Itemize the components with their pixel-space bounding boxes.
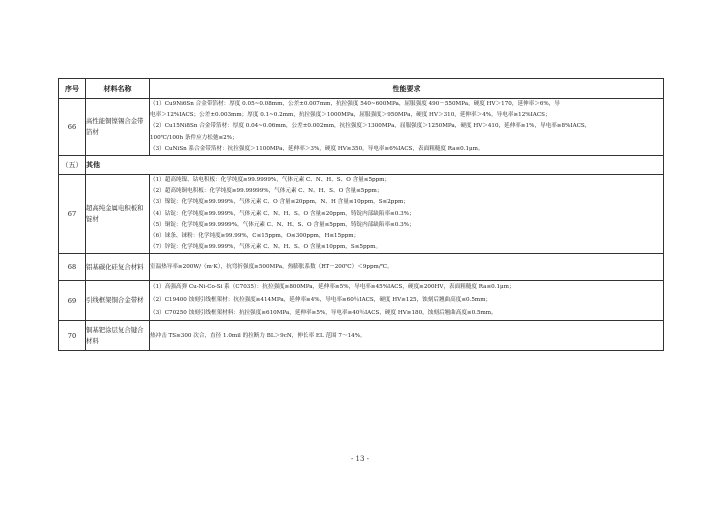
requirement-line: （2）超高纯铜电积板：化学纯度≥99.99999%，气体元素 C、N、H、S、O 含量≤5ppm； bbox=[150, 188, 383, 195]
table-row bbox=[59, 254, 664, 281]
section-number: （五） bbox=[59, 156, 86, 175]
material-name: 引线框架铜合金带材 bbox=[86, 281, 150, 321]
requirements-cell bbox=[150, 281, 664, 321]
table-row bbox=[59, 175, 664, 254]
requirement-line: （5）铜锭：化学纯度≥99.9999%，气体元素 C、N、H、S、O 含量≤5ppm，铸锭内部缺陷率≤0.3%； bbox=[150, 221, 415, 228]
section-title: 其他 bbox=[86, 156, 664, 175]
header-row bbox=[59, 79, 664, 99]
requirement-line: （3）镍锭：化学纯度≥99.999%，气体元素 C、O 含量≤20ppm，N、H 含量≤10ppm，S≤2ppm； bbox=[150, 199, 409, 206]
section-row bbox=[59, 156, 664, 175]
requirement-line: （2）C19400 蚀刻引线框架材：抗拉强度≥414MPa，延伸率≥4%，导电率≥60％IACS，硬度 HV≥125，蚀刻后翘曲高度≤0.5mm； bbox=[150, 297, 492, 304]
requirement-line: （1）高强高弹 Cu-Ni-Co-Si 系（C7035）：抗拉强度≥800MPa，延伸率≥5%，导电率≥45%IACS，硬度≥200HV，表面粗糙度 Ra≤0.1μm； bbox=[150, 284, 515, 291]
requirement-line: （7）锌锭：化学纯度≥99.999%，气体元素 C、N、H、S、O 含量≤10ppm，S≤5ppm。 bbox=[150, 244, 382, 251]
row-number: 69 bbox=[59, 281, 86, 321]
page-number: - 13 - bbox=[350, 455, 370, 463]
material-name: 超高纯金属电积板和锭材 bbox=[86, 175, 150, 254]
row-number: 70 bbox=[59, 321, 86, 351]
requirement-line: （1）Cu9Ni6Sn 合金带箔材：厚度 0.05~0.08mm，公差±0.007mm，抗拉强度 540~600MPa，屈服强度 490－550MPa，硬度 HV＞170，延伸率＞6%，导 bbox=[150, 101, 560, 107]
material-name: 铜基钯涂层复合键合材料 bbox=[86, 321, 150, 351]
header-req: 性能要求 bbox=[150, 79, 664, 99]
row-number: 66 bbox=[59, 99, 86, 156]
table-row bbox=[59, 321, 664, 351]
requirement-line: （3）CuNiSn 系合金带箔材：抗拉强度＞1100MPa，延伸率＞3%，硬度 HV≥350，导电率≥6%IACS，表面粗糙度 Ra≤0.1μm。 bbox=[150, 145, 484, 152]
header-name: 材料名称 bbox=[86, 79, 150, 99]
table-row bbox=[59, 281, 664, 321]
requirement-line: 100℃/100h 条件应力松弛≤2%； bbox=[150, 134, 238, 141]
requirements-cell bbox=[150, 175, 664, 254]
requirement-line: （3）C70250 蚀刻引线框架材料：抗拉强度≥610MPa，延伸率≥5%，导电率≥40％IACS，硬度 HV≥180，蚀刻后翘曲高度≤0.5mm。 bbox=[150, 310, 497, 317]
requirements-cell bbox=[150, 99, 664, 156]
header-no: 序号 bbox=[59, 79, 86, 99]
requirement-line: 电率＞12%IACS；公差±0.003mm；厚度 0.1~0.2mm，抗拉强度＞1000MPa，屈服强度＞950MPa，硬度 HV＞310，延伸率＞4%，导电率≥12%IACS； bbox=[150, 112, 551, 119]
requirements-table bbox=[58, 78, 664, 351]
requirement-line: （2）Cu15Ni8Sn 合金带箔材：厚度 0.04~0.06mm，公差±0.002mm，抗拉强度＞1300MPa，屈服强度＞1250MPa，硬度 HV＞410，延伸率≥1%，导电率≥8%IACS， bbox=[150, 123, 591, 130]
material-name: 高性能铜镍锡合金带箔材 bbox=[86, 99, 150, 156]
requirement-line: 热冲击 TS≥300 次合，直径 1.0mil 的拉断力 BL＞9cN，伸长率 EL 范围 7～14%。 bbox=[150, 332, 366, 339]
requirement-line: 室温热导率≥200W/（m·K），抗弯折强度≥500MPa，热膨胀系数（RT－200℃）＜9ppm/℃。 bbox=[150, 264, 393, 271]
table-row bbox=[59, 99, 664, 156]
requirements-cell bbox=[150, 254, 664, 281]
material-name: 铝基碳化硅复合材料 bbox=[86, 254, 150, 281]
requirement-line: （4）钴锭：化学纯度≥99.999%，气体元素 C、N、H、S、O 含量≤20ppm，铸锭内部缺陷率≤0.3%； bbox=[150, 210, 415, 217]
row-number: 68 bbox=[59, 254, 86, 281]
requirement-line: （1）超高纯镍、钴电积板：化学纯度≥99.9999%，气体元素 C、N、H、S、O 含量≤5ppm； bbox=[150, 177, 391, 184]
requirement-line: （6）铼条、铼粉：化学纯度≥99.99%，C≤15ppm，O≤300ppm，H≤15ppm； bbox=[150, 233, 360, 240]
row-number: 67 bbox=[59, 175, 86, 254]
requirements-cell bbox=[150, 321, 664, 351]
